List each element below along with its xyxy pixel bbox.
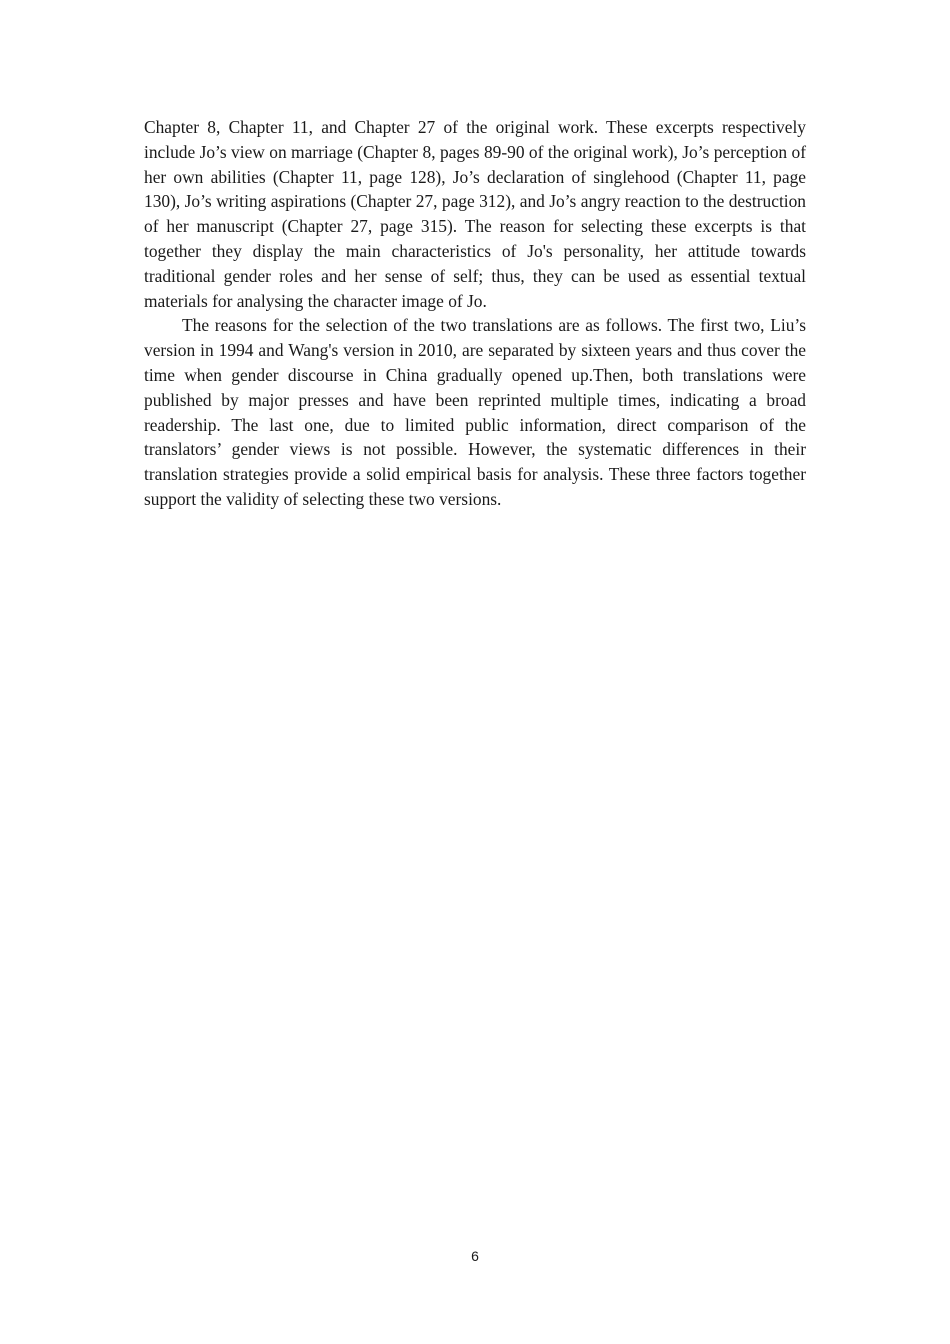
paragraph-translation-selection: The reasons for the selection of the two translations are as follows. The first two, Liu’s version in 1994 and Wang's version in 2010, are separated by sixteen years and thus cover the time when gender discourse in China gradually opened up.Then, both translations were published by major presses and have been reprinted multiple times, indicating a broad readership. The last one, due to limited public information, direct comparison of the translators’ gender views is not possible. However, the systematic differences in their translation strategies provide a solid empirical basis for analysis. These three factors together support the validity of selecting these two versions. [144, 315, 806, 509]
page-number: 6 [471, 1248, 479, 1264]
body-text [144, 115, 806, 512]
paragraph-continuation: Chapter 8, Chapter 11, and Chapter 27 of the original work. These excerpts respectively include Jo’s view on marriage (Chapter 8, pages 89-90 of the original work), Jo’s perception of her own abilities (Chapter 11, page 128), Jo’s declaration of singlehood (Chapter 11, page 130), Jo’s writing aspirations (Chapter 27, page 312), and Jo’s angry reaction to the destruction of her manuscript (Chapter 27, page 315). The reason for selecting these excerpts is that together they display the main characteristics of Jo's personality, her attitude towards traditional gender roles and her sense of self; thus, they can be used as essential textual materials for analysing the character image of Jo. [144, 117, 806, 311]
